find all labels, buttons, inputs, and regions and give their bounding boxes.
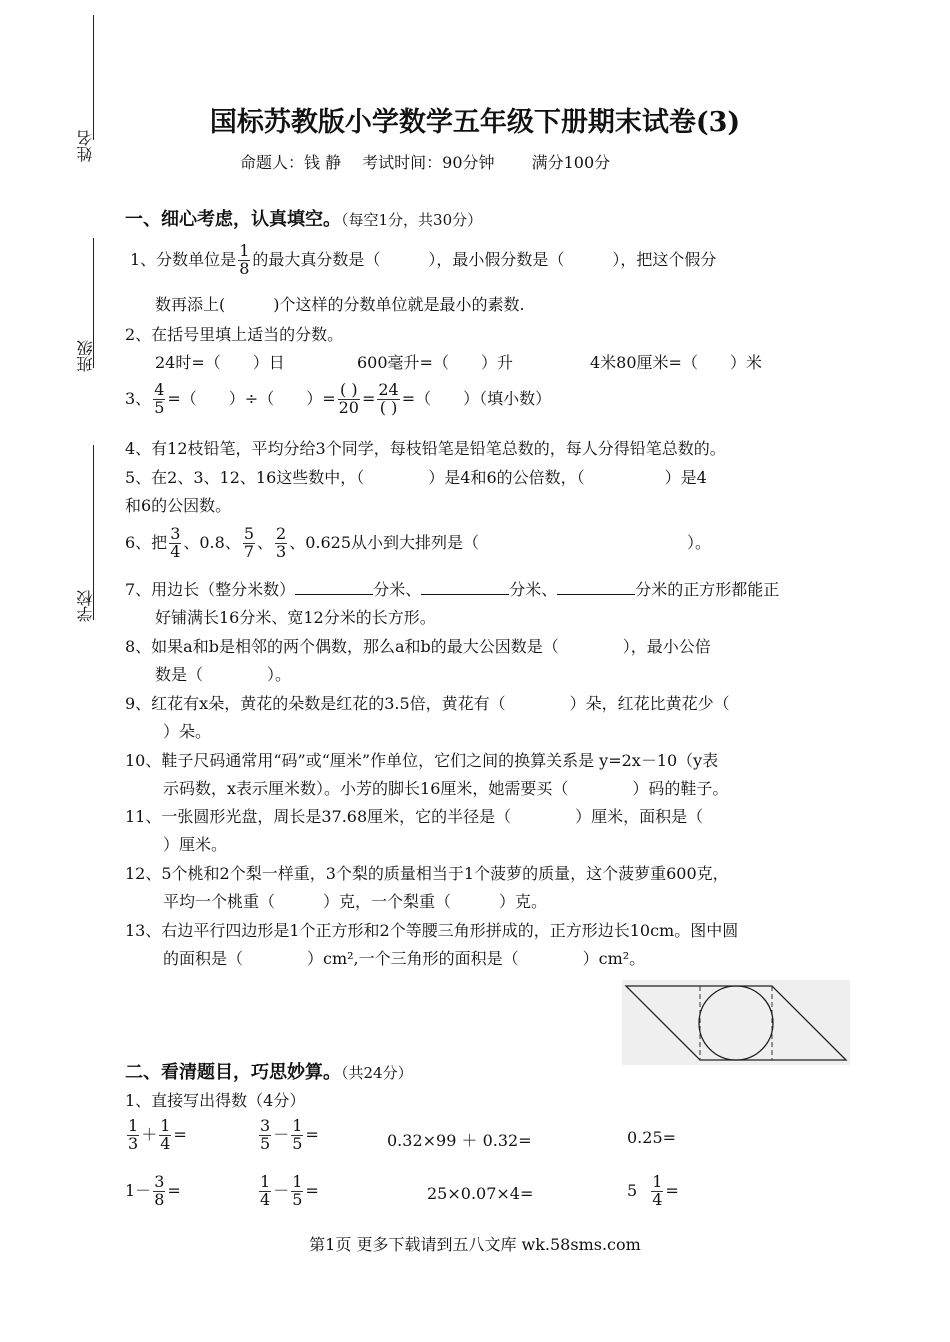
fraction: $\frac{5}{7}$ xyxy=(243,524,255,561)
name-label: 姓名 xyxy=(76,130,95,162)
problem-1: $\frac{1}{3}$ ＋ $\frac{1}{4}$ = xyxy=(128,1116,187,1153)
page-footer: 第1页 更多下载请到五八文库 wk.58sms.com xyxy=(309,1235,641,1254)
question-2: 2、在括号里填上适当的分数。 xyxy=(125,325,344,344)
parallelogram-diagram xyxy=(622,980,850,1065)
fraction: $\frac{24}{( )}$ xyxy=(378,380,399,417)
question-3: 3、 $\frac{4}{5}$ =（ ）÷（ ）= $\frac{( )}{20}$ = $\frac{24}{( )}$ =（ ）（填小数） xyxy=(125,380,552,417)
page-subtitle: 命题人：钱 静 考试时间：90分钟 满分100分 xyxy=(240,153,611,172)
question-2-b: 600毫升=（ ）升 xyxy=(357,353,513,372)
question-13-line1: 13、右边平行四边形是1个正方形和2个等腰三角形拼成的，正方形边长10cm。图中圆 xyxy=(125,921,739,940)
question-12-line2: 平均一个桃重（ ）克，一个梨重（ ）克。 xyxy=(163,892,548,911)
question-9-line1: 9、红花有x朵，黄花的朵数是红花的3.5倍，黄花有（ ）朵，红花比黄花少（ xyxy=(125,694,730,713)
fraction: $\frac{1}{8}$ xyxy=(239,241,250,278)
question-8-line1: 8、如果a和b是相邻的两个偶数，那么a和b的最大公因数是（ ），最小公倍 xyxy=(125,637,711,656)
section1-heading xyxy=(125,205,482,231)
question-5-line1: 5、在2、3、12、16这些数中，（ ）是4和6的公倍数，（ ）是4 xyxy=(125,468,707,487)
problem-5: 1－ $\frac{3}{8}$ = xyxy=(125,1172,181,1209)
answer-blank[interactable] xyxy=(295,578,373,595)
answer-blank[interactable] xyxy=(557,578,635,595)
fraction: $\frac{2}{3}$ xyxy=(276,524,287,561)
fraction: $\frac{3}{4}$ xyxy=(170,524,181,561)
problem-6: $\frac{1}{4}$ － $\frac{1}{5}$ = xyxy=(260,1172,319,1209)
question-13-line2: 的面积是（ ）cm²,一个三角形的面积是（ ）cm²。 xyxy=(163,949,646,968)
question-1-line2: 数再添上( )个这样的分数单位就是最小的素数. xyxy=(155,295,525,314)
question-8-line2: 数是（ ）。 xyxy=(155,665,292,684)
problem-4: 0.25= xyxy=(627,1128,677,1147)
fraction: $\frac{4}{5}$ xyxy=(154,380,165,417)
question-4: 4、有12枝铅笔，平均分给3个同学，每枝铅笔是铅笔总数的，每人分得铅笔总数的。 xyxy=(125,439,726,458)
section2-heading xyxy=(125,1058,413,1084)
page-title: 国标苏教版小学数学五年级下册期末试卷(3) xyxy=(209,107,741,138)
problem-3: 0.32×99 ＋ 0.32= xyxy=(387,1131,532,1150)
question-7-line2: 好铺满长16分米、宽12分米的长方形。 xyxy=(155,608,436,627)
problem-8: 5 $\frac{1}{4}$ = xyxy=(627,1172,679,1209)
answer-blank[interactable] xyxy=(421,578,509,595)
question-11-line2: ）厘米。 xyxy=(163,835,228,854)
question-7: 7、用边长（整分米数） 分米、 分米、 分米的正方形都能正 xyxy=(125,580,780,599)
question-9-line2: ）朵。 xyxy=(163,722,212,741)
question-10-line2: 示码数，x表示厘米数）。小芳的脚长16厘米，她需要买（ ）码的鞋子。 xyxy=(163,779,729,798)
question-5-line2: 和6的公因数。 xyxy=(125,496,232,515)
inscribed-circle xyxy=(699,986,773,1060)
question-12-line1: 12、5个桃和2个梨一样重，3个梨的质量相当于1个菠萝的质量，这个菠萝重600克， xyxy=(125,864,729,883)
problem-2: $\frac{3}{5}$ － $\frac{1}{5}$ = xyxy=(260,1116,319,1153)
school-label: 学校 xyxy=(76,590,95,622)
problem-7: 25×0.07×4= xyxy=(427,1184,534,1203)
section2-note: （共24分） xyxy=(341,1064,413,1082)
parallelogram-shape xyxy=(626,986,846,1060)
section2-sub1: 1、直接写出得数（4分） xyxy=(125,1091,306,1110)
class-label: 班级 xyxy=(76,340,95,372)
question-2-a: 24时=（ ）日 xyxy=(155,353,285,372)
question-6: 6、把 $\frac{3}{4}$ 、0.8、 $\frac{5}{7}$ 、 $\frac{2}{3}$ 、0.625从小到大排列是（ ）。 xyxy=(125,524,712,561)
fraction: $\frac{( )}{20}$ xyxy=(338,380,359,417)
question-2-c: 4米80厘米=（ ）米 xyxy=(590,353,762,372)
question-1: 1、分数单位是 $\frac{1}{8}$ 的最大真分数是（ ），最小假分数是（ ），把这个假分 xyxy=(130,241,717,278)
parallelogram-figure xyxy=(622,980,850,1065)
section2-title: 二、看清题目，巧思妙算。 xyxy=(125,1062,341,1083)
question-11-line1: 11、一张圆形光盘，周长是37.68厘米，它的半径是（ ）厘米，面积是（ xyxy=(125,807,704,826)
section1-note: （每空1分，共30分） xyxy=(341,211,483,229)
question-10-line1: 10、鞋子尺码通常用“码”或“厘米”作单位，它们之间的换算关系是 y=2x－10（y表 xyxy=(125,751,719,770)
section1-title: 一、细心考虑，认真填空。 xyxy=(125,209,341,230)
